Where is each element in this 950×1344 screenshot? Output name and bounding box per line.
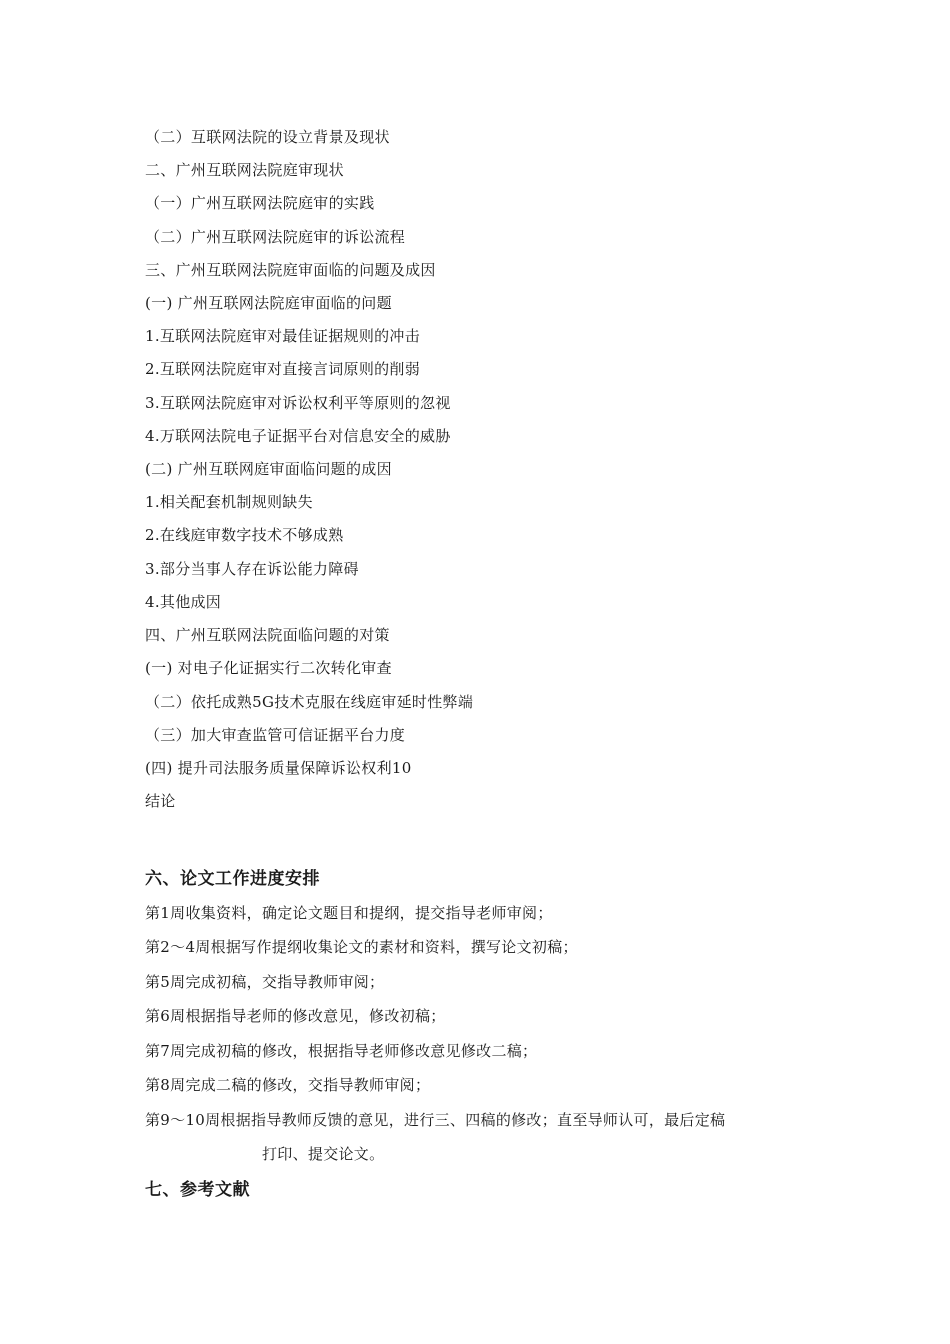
- schedule-continuation: 打印、提交论文。: [262, 1145, 385, 1163]
- outline-item: 3.部分当事人存在诉讼能力障碍: [145, 560, 359, 578]
- schedule-item: 第7周完成初稿的修改，根据指导老师修改意见修改二稿；: [145, 1042, 538, 1060]
- outline-item: (一) 广州互联网法院庭审面临的问题: [145, 294, 392, 312]
- outline-item: (二) 广州互联网庭审面临问题的成因: [145, 460, 392, 478]
- outline-item: （二）依托成熟5G技术克服在线庭审延时性弊端: [145, 693, 474, 711]
- outline-item: （一）广州互联网法院庭审的实践: [145, 194, 375, 212]
- outline-item: 结论: [145, 792, 176, 810]
- outline-item: 2.在线庭审数字技术不够成熟: [145, 526, 344, 544]
- outline-item: (一) 对电子化证据实行二次转化审查: [145, 659, 392, 677]
- references-heading: 七、参考文献: [145, 1180, 250, 1200]
- outline-item: 4.其他成因: [145, 593, 222, 611]
- schedule-heading: 六、论文工作进度安排: [145, 869, 320, 889]
- outline-item: 三、广州互联网法院庭审面临的问题及成因: [145, 261, 436, 279]
- outline-item: (四) 提升司法服务质量保障诉讼权利10: [145, 759, 412, 777]
- outline-item: 1.互联网法院庭审对最佳证据规则的冲击: [145, 327, 421, 345]
- schedule-item: 第1周收集资料，确定论文题目和提纲，提交指导老师审阅；: [145, 904, 553, 922]
- schedule-item: 第8周完成二稿的修改，交指导教师审阅；: [145, 1076, 431, 1094]
- schedule-item: 第6周根据指导老师的修改意见，修改初稿；: [145, 1007, 446, 1025]
- outline-item: （二）互联网法院的设立背景及现状: [145, 128, 390, 146]
- outline-item: 二、广州互联网法院庭审现状: [145, 161, 344, 179]
- outline-item: 3.互联网法院庭审对诉讼权利平等原则的忽视: [145, 394, 451, 412]
- schedule-item: 第2～4周根据写作提纲收集论文的素材和资料，撰写论文初稿；: [145, 938, 578, 956]
- outline-item: （三）加大审查监管可信证据平台力度: [145, 726, 406, 744]
- schedule-item: 第9～10周根据指导教师反馈的意见，进行三、四稿的修改；直至导师认可，最后定稿: [145, 1111, 726, 1129]
- outline-item: 四、广州互联网法院面临问题的对策: [145, 626, 390, 644]
- outline-item: 2.互联网法院庭审对直接言词原则的削弱: [145, 360, 421, 378]
- schedule-item: 第5周完成初稿，交指导教师审阅；: [145, 973, 385, 991]
- outline-item: 4.万联网法院电子证据平台对信息安全的威胁: [145, 427, 451, 445]
- outline-item: （二）广州互联网法院庭审的诉讼流程: [145, 228, 406, 246]
- outline-item: 1.相关配套机制规则缺失: [145, 493, 313, 511]
